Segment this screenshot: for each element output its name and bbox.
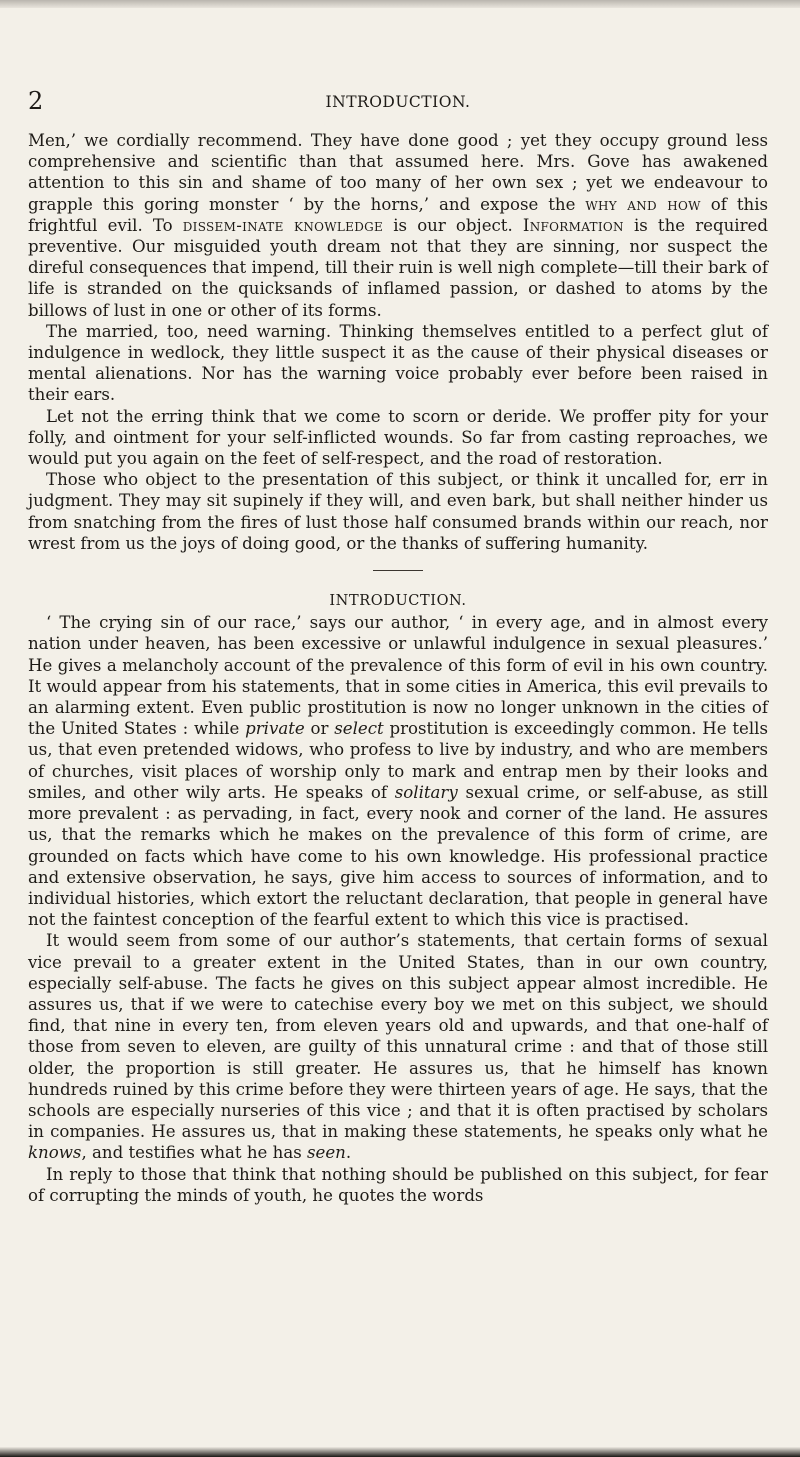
small-caps-why-how: why and how bbox=[585, 194, 701, 214]
paragraph-4: Those who object to the presentation of this subject, or think it uncalled for, err in judgment. They may sit supinely if they will, and even bark, but shall neither hinder us from snatching from the fires of lust those half consumed brands within our reach, nor wrest from us the joys of doing good, or the thanks of suffering humanity. bbox=[28, 470, 768, 553]
italic-select: select bbox=[334, 719, 384, 739]
small-caps-information: Information bbox=[522, 215, 624, 235]
section-title: INTRODUCTION. bbox=[329, 593, 467, 610]
section-divider bbox=[373, 570, 423, 571]
paragraph-1: Men,’ we cordially recommend. They have done good ; yet they occupy ground less comprehensive and scientific than that assumed here. Mrs. Gove has awakened attention to this sin and shame of too many of her own sex ; yet we endeavour to grapple this goring monster ‘ by the horns,’ and expose the why and how of this frightful evil. To dissem-inate knowledge is our object. Information is the required preventive. Our misguided youth dream not that they are sinning, nor suspect the direful consequences that impend, till their ruin is well nigh complete—till their bark of life is stranded on the quicksands of inflamed passion, or dashed to atoms by the billows of lust in one or other of its forms. bbox=[28, 131, 769, 320]
page-header bbox=[28, 88, 768, 114]
page-top-edge bbox=[0, 0, 800, 8]
page-body bbox=[28, 130, 768, 1206]
section-paragraph-1: ‘ The crying sin of our race,’ says our author, ‘ in every age, and in almost every nation under heaven, has been excessive or unlawful indulgence in sexual pleasures.’ He gives a melancholy account of the prevalence of this form of evil in his own country. It would appear from his statements, that in some cities in America, this evil prevails to an alarming extent. Even public prostitution is now no longer unknown in the cities of the United States : while private or select prostitution is exceedingly common. He tells us, that even pretended widows, who profess to live by industry, and who are members of churches, visit places of worship only to mark and entrap men by their looks and smiles, and other wily arts. He speaks of solitary sexual crime, or self-abuse, as still more prevalent : as pervading, in fact, every nook and corner of the land. He assures us, that the remarks which he makes on the prevalence of this form of crime, are grounded on facts which have come to his own knowledge. His professional practice and extensive observation, he says, give him access to sources of information, and to individual histories, which extort the reluctant declaration, that people in general have not the faintest conception of the fearful extent to which this vice is practised. bbox=[28, 613, 768, 930]
section-paragraph-3: In reply to those that think that nothing should be published on this subject, for fear of corrupting the minds of youth, he quotes the words bbox=[28, 1164, 768, 1205]
italic-solitary: solitary bbox=[394, 782, 458, 802]
page-bottom-edge bbox=[0, 1447, 800, 1457]
italic-seen: seen bbox=[307, 1143, 346, 1163]
page-number: 2 bbox=[28, 87, 44, 115]
paragraph-3: Let not the erring think that we come to scorn or deride. We proffer pity for your folly, and ointment for your self-inflicted wounds. So far from casting reproaches, we would put you again on the feet of self-respect, and the road of restoration. bbox=[28, 406, 768, 469]
italic-private: private bbox=[245, 719, 305, 739]
paragraph-2: The married, too, need warning. Thinking themselves entitled to a perfect glut of indulgence in wedlock, they little suspect it as the cause of their physical diseases or mental alienations. Nor has the warning voice probably ever before been raised in their ears. bbox=[28, 321, 768, 405]
italic-knows: knows bbox=[28, 1143, 82, 1163]
section-paragraph-2: It would seem from some of our author’s statements, that certain forms of sexual vice prevail to a greater extent in the United States, than in our own country, especially self-abuse. The facts he gives on this subject appear almost incredible. He assures us, that if we were to catechise every boy we met on this subject, we should find, that nine in every ten, from eleven years old and upwards, and that one-half of those from seven to eleven, are guilty of this unnatural crime : and that of those still older, the proportion is still greater. He assures us, that he himself has known hundreds ruined by this crime before they were thirteen years of age. He says, that the schools are especially nurseries of this vice ; and that it is often practised by scholars in companies. He assures us, that in making these statements, he speaks only what he knows, and testifies what he has seen. bbox=[28, 931, 768, 1163]
running-title: INTRODUCTION. bbox=[325, 93, 471, 111]
small-caps-disseminate: dissem-inate knowledge bbox=[182, 215, 384, 235]
